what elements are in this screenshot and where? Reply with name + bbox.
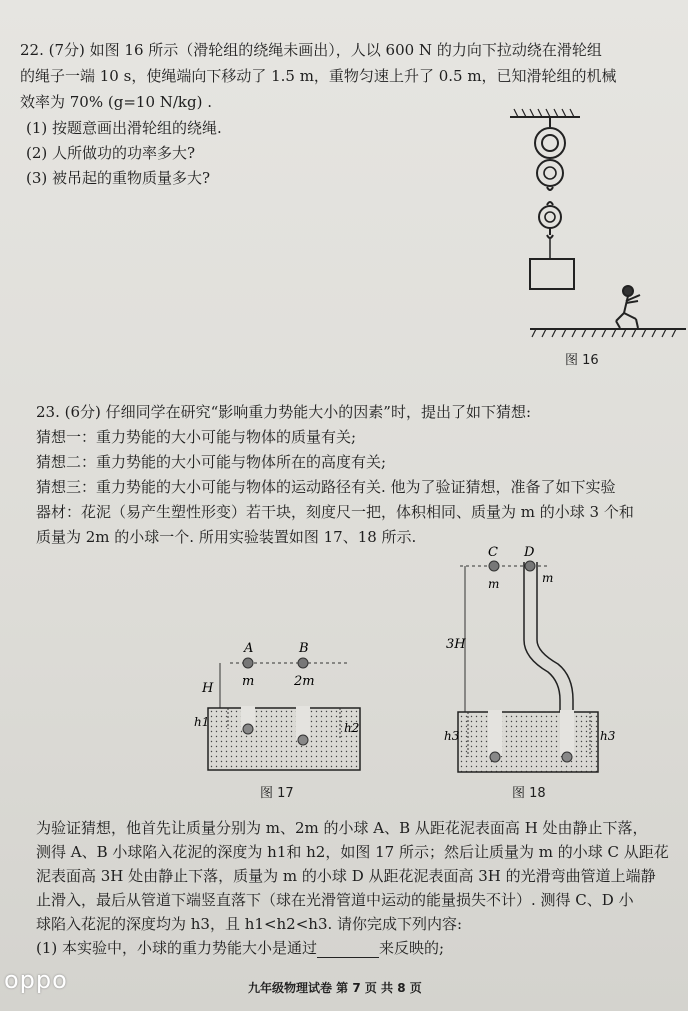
svg-text:h1: h1: [194, 715, 210, 729]
svg-text:h3: h3: [444, 729, 460, 743]
svg-text:m: m: [242, 674, 255, 689]
svg-text:C: C: [488, 545, 498, 560]
q23-materials-1: 器材：花泥（易产生塑性形变）若干块，刻度尺一把，体积相同、质量为 m 的小球 3 个和: [36, 503, 634, 521]
svg-text:H: H: [202, 681, 214, 696]
figure-17-drop-test: [190, 640, 370, 780]
q23-guess-2: 猜想二：重力势能的大小可能与物体所在的高度有关;: [36, 453, 387, 471]
svg-text:B: B: [299, 641, 309, 656]
q23-para-3: 泥表面高 3H 处由静止下落，质量为 m 的小球 D 从距花泥表面高 3H 的光滑弯曲管道上端静: [36, 867, 656, 885]
ball-c: [489, 561, 499, 571]
q22-item-1: (1) 按题意画出滑轮组的绕绳.: [26, 119, 222, 137]
q22-line3: 效率为 70% (g=10 N/kg) .: [20, 93, 213, 111]
q23-q1-prefix: (1) 本实验中，小球的重力势能大小是通过: [36, 939, 318, 957]
figure-16-pulley: [500, 105, 688, 345]
camera-watermark: oppo: [4, 966, 68, 994]
ball-b: [298, 658, 308, 668]
ball-a: [243, 658, 253, 668]
page-footer: 九年级物理试卷 第 7 页 共 8 页: [248, 981, 422, 995]
q23-para-2: 测得 A、B 小球陷入花泥的深度为 h1和 h2，如图 17 所示；然后让质量为 m 的小球 C 从距花: [36, 843, 669, 861]
svg-text:3H: 3H: [446, 637, 466, 652]
q23-guess-3: 猜想三：重力势能的大小可能与物体的运动路径有关. 他为了验证猜想，准备了如下实验: [36, 478, 616, 496]
q23-question-1: [36, 938, 444, 958]
figure-18-tube-test: [440, 540, 630, 780]
q22-line2: 的绳子一端 10 s，使绳端向下移动了 1.5 m，重物匀速上升了 0.5 m，已知滑轮组的机械: [20, 67, 617, 85]
q22-item-3: (3) 被吊起的重物质量多大?: [26, 169, 211, 187]
q23-para-5: 球陷入花泥的深度均为 h3，且 h1<h2<h3. 请你完成下列内容:: [36, 915, 463, 933]
q23-title: 23. (6分) 仔细同学在研究“影响重力势能大小的因素”时，提出了如下猜想:: [36, 403, 532, 421]
figure-18-caption: 图 18: [512, 786, 546, 801]
q23-para-4: 止滑入，最后从管道下端竖直落下（球在光滑管道中运动的能量损失不计）. 测得 C、D 小: [36, 891, 634, 909]
svg-text:h2: h2: [344, 721, 360, 735]
svg-text:h3: h3: [600, 729, 616, 743]
q23-guess-1: 猜想一：重力势能的大小可能与物体的质量有关;: [36, 428, 357, 446]
q23-materials-2: 质量为 2m 的小球一个. 所用实验装置如图 17、18 所示.: [36, 528, 417, 546]
person-pulling-icon: [616, 286, 640, 328]
svg-text:D: D: [524, 545, 535, 560]
ball-d: [525, 561, 535, 571]
svg-text:m: m: [542, 571, 554, 585]
q22-item-2: (2) 人所做功的功率多大?: [26, 144, 196, 162]
svg-text:A: A: [244, 641, 254, 656]
svg-text:m: m: [488, 577, 500, 591]
figure-16-caption: 图 16: [565, 353, 599, 368]
q23-q1-suffix: 来反映的;: [379, 939, 445, 957]
q23-para-1: 为验证猜想，他首先让质量分别为 m、2m 的小球 A、B 从距花泥表面高 H 处由静止下落，: [36, 819, 648, 837]
svg-text:2m: 2m: [294, 674, 315, 689]
answer-blank[interactable]: [317, 943, 379, 958]
q22-line1: 22. (7分) 如图 16 所示（滑轮组的绕绳未画出），人以 600 N 的力向下拉动绕在滑轮组: [20, 41, 602, 59]
figure-17-caption: 图 17: [260, 786, 294, 801]
